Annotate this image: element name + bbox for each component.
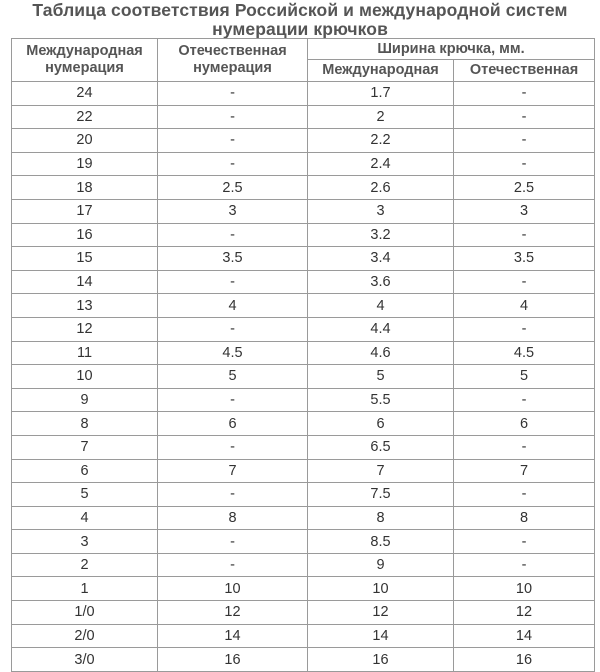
cell-width-domestic: 6: [454, 412, 595, 436]
cell-domestic-number: 7: [158, 459, 308, 483]
table-row: [12, 530, 595, 554]
table-row: [12, 176, 595, 200]
table-row: [12, 199, 595, 223]
cell-width-international: 7.5: [308, 483, 454, 507]
table-row: [12, 341, 595, 365]
table-row: [12, 365, 595, 389]
cell-domestic-number: 3: [158, 199, 308, 223]
table-row: [12, 317, 595, 341]
cell-width-domestic: -: [454, 82, 595, 106]
table-row: [12, 435, 595, 459]
cell-international-number: 2: [12, 553, 158, 577]
table-row: [12, 152, 595, 176]
cell-width-international: 4: [308, 294, 454, 318]
cell-international-number: 10: [12, 365, 158, 389]
table-row: [12, 553, 595, 577]
cell-width-domestic: 14: [454, 624, 595, 648]
cell-width-domestic: -: [454, 105, 595, 129]
cell-domestic-number: -: [158, 105, 308, 129]
cell-international-number: 22: [12, 105, 158, 129]
cell-width-domestic: 4.5: [454, 341, 595, 365]
cell-domestic-number: -: [158, 129, 308, 153]
cell-international-number: 9: [12, 388, 158, 412]
table-row: [12, 294, 595, 318]
table-row: [12, 129, 595, 153]
cell-width-international: 6.5: [308, 435, 454, 459]
cell-international-number: 24: [12, 82, 158, 106]
cell-width-domestic: -: [454, 435, 595, 459]
cell-domestic-number: 10: [158, 577, 308, 601]
cell-width-international: 8: [308, 506, 454, 530]
cell-width-domestic: 7: [454, 459, 595, 483]
cell-domestic-number: -: [158, 223, 308, 247]
header-international-numbering: Международная нумерация: [12, 39, 158, 82]
table-row: [12, 82, 595, 106]
cell-international-number: 20: [12, 129, 158, 153]
cell-width-international: 3.4: [308, 247, 454, 271]
cell-international-number: 2/0: [12, 624, 158, 648]
page-title: [0, 1, 600, 39]
cell-domestic-number: 6: [158, 412, 308, 436]
cell-width-domestic: 16: [454, 648, 595, 672]
cell-international-number: 1: [12, 577, 158, 601]
cell-domestic-number: -: [158, 317, 308, 341]
cell-width-domestic: -: [454, 223, 595, 247]
cell-width-international: 2.6: [308, 176, 454, 200]
cell-international-number: 4: [12, 506, 158, 530]
cell-width-domestic: -: [454, 483, 595, 507]
cell-width-international: 2: [308, 105, 454, 129]
cell-width-domestic: 8: [454, 506, 595, 530]
cell-international-number: 8: [12, 412, 158, 436]
cell-domestic-number: -: [158, 82, 308, 106]
table-row: [12, 459, 595, 483]
cell-international-number: 7: [12, 435, 158, 459]
cell-domestic-number: -: [158, 435, 308, 459]
cell-width-international: 9: [308, 553, 454, 577]
cell-width-domestic: -: [454, 388, 595, 412]
cell-domestic-number: -: [158, 530, 308, 554]
header-hook-width-group: Ширина крючка, мм.: [308, 39, 595, 60]
cell-width-international: 8.5: [308, 530, 454, 554]
cell-international-number: 5: [12, 483, 158, 507]
cell-width-domestic: 12: [454, 601, 595, 625]
cell-domestic-number: -: [158, 483, 308, 507]
cell-international-number: 6: [12, 459, 158, 483]
table-row: [12, 624, 595, 648]
cell-international-number: 3/0: [12, 648, 158, 672]
cell-international-number: 1/0: [12, 601, 158, 625]
header-domestic-numbering: Отечественная нумерация: [158, 39, 308, 82]
table-row: [12, 388, 595, 412]
header-width-domestic: Отечественная: [454, 60, 595, 82]
table-row: [12, 577, 595, 601]
cell-width-international: 3.2: [308, 223, 454, 247]
cell-international-number: 16: [12, 223, 158, 247]
cell-domestic-number: 14: [158, 624, 308, 648]
cell-international-number: 12: [12, 317, 158, 341]
cell-domestic-number: -: [158, 388, 308, 412]
hook-size-table: [11, 38, 595, 672]
cell-width-international: 2.4: [308, 152, 454, 176]
title-line-2: нумерации крючков: [212, 19, 388, 39]
cell-domestic-number: 3.5: [158, 247, 308, 271]
cell-width-domestic: 10: [454, 577, 595, 601]
table-row: [12, 506, 595, 530]
cell-width-international: 6: [308, 412, 454, 436]
cell-width-domestic: -: [454, 129, 595, 153]
cell-width-international: 1.7: [308, 82, 454, 106]
cell-width-international: 5.5: [308, 388, 454, 412]
cell-domestic-number: 16: [158, 648, 308, 672]
cell-width-domestic: 3.5: [454, 247, 595, 271]
cell-international-number: 13: [12, 294, 158, 318]
table-row: [12, 247, 595, 271]
cell-domestic-number: -: [158, 553, 308, 577]
cell-width-domestic: 4: [454, 294, 595, 318]
cell-width-international: 5: [308, 365, 454, 389]
cell-width-domestic: -: [454, 317, 595, 341]
table-row: [12, 270, 595, 294]
cell-width-international: 3.6: [308, 270, 454, 294]
cell-international-number: 14: [12, 270, 158, 294]
cell-width-domestic: 2.5: [454, 176, 595, 200]
cell-width-domestic: -: [454, 270, 595, 294]
cell-width-international: 3: [308, 199, 454, 223]
cell-domestic-number: 2.5: [158, 176, 308, 200]
cell-width-domestic: 3: [454, 199, 595, 223]
cell-international-number: 15: [12, 247, 158, 271]
cell-width-international: 4.4: [308, 317, 454, 341]
cell-width-international: 10: [308, 577, 454, 601]
table-row: [12, 483, 595, 507]
cell-width-domestic: -: [454, 530, 595, 554]
cell-width-international: 12: [308, 601, 454, 625]
cell-international-number: 3: [12, 530, 158, 554]
table-row: [12, 648, 595, 672]
cell-domestic-number: 4: [158, 294, 308, 318]
cell-width-international: 14: [308, 624, 454, 648]
table-row: [12, 412, 595, 436]
cell-domestic-number: 5: [158, 365, 308, 389]
title-line-1: Таблица соответствия Российской и международной систем: [32, 0, 568, 20]
header-width-international: Международная: [308, 60, 454, 82]
cell-domestic-number: -: [158, 152, 308, 176]
cell-width-domestic: -: [454, 152, 595, 176]
cell-domestic-number: 4.5: [158, 341, 308, 365]
cell-international-number: 17: [12, 199, 158, 223]
table-row: [12, 223, 595, 247]
cell-international-number: 18: [12, 176, 158, 200]
cell-width-international: 16: [308, 648, 454, 672]
table-row: [12, 601, 595, 625]
cell-width-international: 2.2: [308, 129, 454, 153]
cell-width-international: 4.6: [308, 341, 454, 365]
cell-width-domestic: -: [454, 553, 595, 577]
cell-domestic-number: 12: [158, 601, 308, 625]
cell-width-international: 7: [308, 459, 454, 483]
cell-international-number: 11: [12, 341, 158, 365]
table-body: [12, 82, 595, 672]
cell-width-domestic: 5: [454, 365, 595, 389]
cell-domestic-number: -: [158, 270, 308, 294]
cell-international-number: 19: [12, 152, 158, 176]
cell-domestic-number: 8: [158, 506, 308, 530]
table-row: [12, 105, 595, 129]
